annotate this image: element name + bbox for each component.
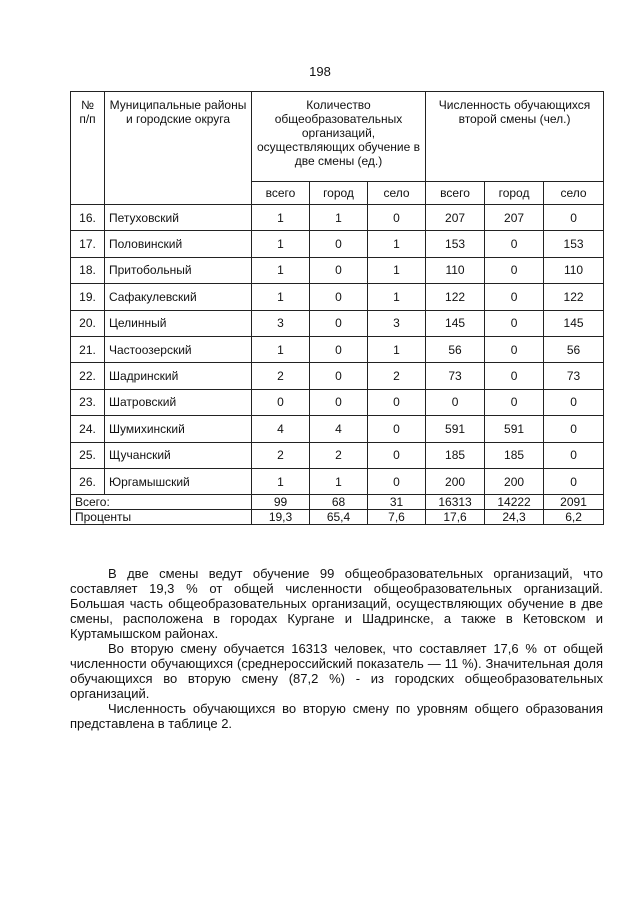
- table-row: [71, 205, 604, 231]
- cell-orgs-village: 0: [368, 205, 426, 231]
- table-row: [71, 257, 604, 283]
- cell-students-city: 14222: [485, 495, 544, 510]
- cell-orgs-total: 1: [252, 468, 310, 494]
- cell-orgs-total: 2: [252, 442, 310, 468]
- cell-students-city: 0: [485, 284, 544, 310]
- cell-orgs-total: 3: [252, 310, 310, 336]
- table-row: [71, 416, 604, 442]
- cell-district: Шатровский: [105, 389, 252, 415]
- paragraph-two-shift-orgs: В две смены ведут обучение 99 общеобразовательных организаций, что составляет 19,3 % от общей численности общеобразовательных организаций. Большая часть общеобразовательных организаций, осуществляющих обучение в две смены, расположена в городах Кургане и Шадринске, а также в Кетовском и Куртамышском районах.: [70, 566, 603, 641]
- cell-num: 22.: [71, 363, 105, 389]
- cell-orgs-total: 1: [252, 336, 310, 362]
- cell-num: 21.: [71, 336, 105, 362]
- subheader-orgs-total: всего: [252, 182, 310, 205]
- cell-district: Сафакулевский: [105, 284, 252, 310]
- cell-students-total: 185: [426, 442, 485, 468]
- cell-orgs-village: 1: [368, 231, 426, 257]
- cell-students-total: 56: [426, 336, 485, 362]
- cell-orgs-city: 0: [310, 231, 368, 257]
- cell-orgs-city: 68: [310, 495, 368, 510]
- cell-orgs-village: 1: [368, 257, 426, 283]
- cell-students-city: 207: [485, 205, 544, 231]
- cell-district: Щучанский: [105, 442, 252, 468]
- cell-students-total: 73: [426, 363, 485, 389]
- header-orgs: Количество общеобразовательных организаций, осуществляющих обучение в две смены (ед.): [252, 92, 426, 182]
- cell-orgs-total: 1: [252, 284, 310, 310]
- cell-orgs-city: 65,4: [310, 510, 368, 525]
- cell-orgs-city: 1: [310, 468, 368, 494]
- cell-orgs-city: 2: [310, 442, 368, 468]
- cell-orgs-total: 1: [252, 231, 310, 257]
- subheader-students-total: всего: [426, 182, 485, 205]
- cell-orgs-city: 0: [310, 257, 368, 283]
- paragraph-second-shift-students: Во вторую смену обучается 16313 человек, что составляет 17,6 % от общей численности обучающихся (среднероссийский показатель — 11 %). Значительная доля обучающихся во вторую смену (87,2 %) - из городских общеобразовательных организаций.: [70, 641, 603, 701]
- cell-orgs-city: 4: [310, 416, 368, 442]
- cell-district: Шумихинский: [105, 416, 252, 442]
- cell-students-city: 0: [485, 257, 544, 283]
- cell-students-village: 0: [544, 416, 604, 442]
- percent-row: [71, 510, 604, 525]
- cell-district: Притобольный: [105, 257, 252, 283]
- cell-orgs-village: 3: [368, 310, 426, 336]
- cell-orgs-total: 2: [252, 363, 310, 389]
- cell-district: Частоозерский: [105, 336, 252, 362]
- table-row: [71, 442, 604, 468]
- cell-students-city: 0: [485, 389, 544, 415]
- header-num: № п/п: [71, 92, 105, 205]
- cell-orgs-village: 1: [368, 284, 426, 310]
- cell-students-city: 0: [485, 363, 544, 389]
- cell-orgs-city: 0: [310, 336, 368, 362]
- cell-students-total: 17,6: [426, 510, 485, 525]
- cell-students-village: 0: [544, 442, 604, 468]
- cell-district: Юргамышский: [105, 468, 252, 494]
- cell-orgs-village: 0: [368, 416, 426, 442]
- cell-students-city: 185: [485, 442, 544, 468]
- cell-students-city: 0: [485, 336, 544, 362]
- cell-students-city: 200: [485, 468, 544, 494]
- table-row: [71, 468, 604, 494]
- table-row: [71, 231, 604, 257]
- cell-students-village: 145: [544, 310, 604, 336]
- second-shift-table: [70, 91, 604, 525]
- cell-students-total: 122: [426, 284, 485, 310]
- cell-orgs-village: 0: [368, 442, 426, 468]
- header-district: Муниципальные районы и городские округа: [105, 92, 252, 205]
- cell-num: 25.: [71, 442, 105, 468]
- table-row: [71, 310, 604, 336]
- cell-num: 20.: [71, 310, 105, 336]
- cell-num: 23.: [71, 389, 105, 415]
- cell-students-city: 591: [485, 416, 544, 442]
- cell-orgs-total: 1: [252, 205, 310, 231]
- cell-num: 24.: [71, 416, 105, 442]
- cell-orgs-city: 1: [310, 205, 368, 231]
- cell-num: 19.: [71, 284, 105, 310]
- table-row: [71, 389, 604, 415]
- cell-district: Шадринский: [105, 363, 252, 389]
- cell-students-village: 153: [544, 231, 604, 257]
- cell-num: 17.: [71, 231, 105, 257]
- cell-students-village: 56: [544, 336, 604, 362]
- table-row: [71, 284, 604, 310]
- cell-orgs-total: 99: [252, 495, 310, 510]
- cell-district: Петуховский: [105, 205, 252, 231]
- cell-orgs-total: 4: [252, 416, 310, 442]
- percent-label: Проценты: [71, 510, 252, 525]
- cell-orgs-village: 31: [368, 495, 426, 510]
- header-students: Численность обучающихся второй смены (чел.): [426, 92, 604, 182]
- cell-students-total: 16313: [426, 495, 485, 510]
- cell-students-village: 6,2: [544, 510, 604, 525]
- cell-orgs-village: 0: [368, 389, 426, 415]
- cell-students-total: 153: [426, 231, 485, 257]
- cell-orgs-village: 2: [368, 363, 426, 389]
- cell-orgs-total: 0: [252, 389, 310, 415]
- cell-orgs-city: 0: [310, 284, 368, 310]
- cell-orgs-total: 19,3: [252, 510, 310, 525]
- cell-orgs-village: 7,6: [368, 510, 426, 525]
- cell-orgs-total: 1: [252, 257, 310, 283]
- cell-orgs-city: 0: [310, 310, 368, 336]
- cell-students-total: 0: [426, 389, 485, 415]
- cell-num: 18.: [71, 257, 105, 283]
- table-row: [71, 336, 604, 362]
- cell-students-total: 207: [426, 205, 485, 231]
- cell-students-village: 0: [544, 389, 604, 415]
- subheader-orgs-city: город: [310, 182, 368, 205]
- subheader-students-village: село: [544, 182, 604, 205]
- cell-students-city: 0: [485, 310, 544, 336]
- cell-students-city: 24,3: [485, 510, 544, 525]
- cell-orgs-village: 0: [368, 468, 426, 494]
- table-row: [71, 363, 604, 389]
- cell-students-total: 200: [426, 468, 485, 494]
- cell-orgs-city: 0: [310, 389, 368, 415]
- cell-students-village: 110: [544, 257, 604, 283]
- cell-district: Целинный: [105, 310, 252, 336]
- cell-students-total: 145: [426, 310, 485, 336]
- cell-students-village: 0: [544, 205, 604, 231]
- cell-students-village: 122: [544, 284, 604, 310]
- total-label: Всего:: [71, 495, 252, 510]
- subheader-students-city: город: [485, 182, 544, 205]
- subheader-orgs-village: село: [368, 182, 426, 205]
- cell-students-village: 0: [544, 468, 604, 494]
- cell-students-village: 2091: [544, 495, 604, 510]
- cell-students-village: 73: [544, 363, 604, 389]
- cell-num: 16.: [71, 205, 105, 231]
- total-row: [71, 495, 604, 510]
- cell-num: 26.: [71, 468, 105, 494]
- page-number: 198: [309, 64, 331, 79]
- cell-orgs-city: 0: [310, 363, 368, 389]
- cell-students-total: 110: [426, 257, 485, 283]
- cell-district: Половинский: [105, 231, 252, 257]
- cell-students-total: 591: [426, 416, 485, 442]
- paragraph-table2-reference: Численность обучающихся во вторую смену по уровням общего образования представлена в таблице 2.: [70, 701, 603, 731]
- cell-students-city: 0: [485, 231, 544, 257]
- cell-orgs-village: 1: [368, 336, 426, 362]
